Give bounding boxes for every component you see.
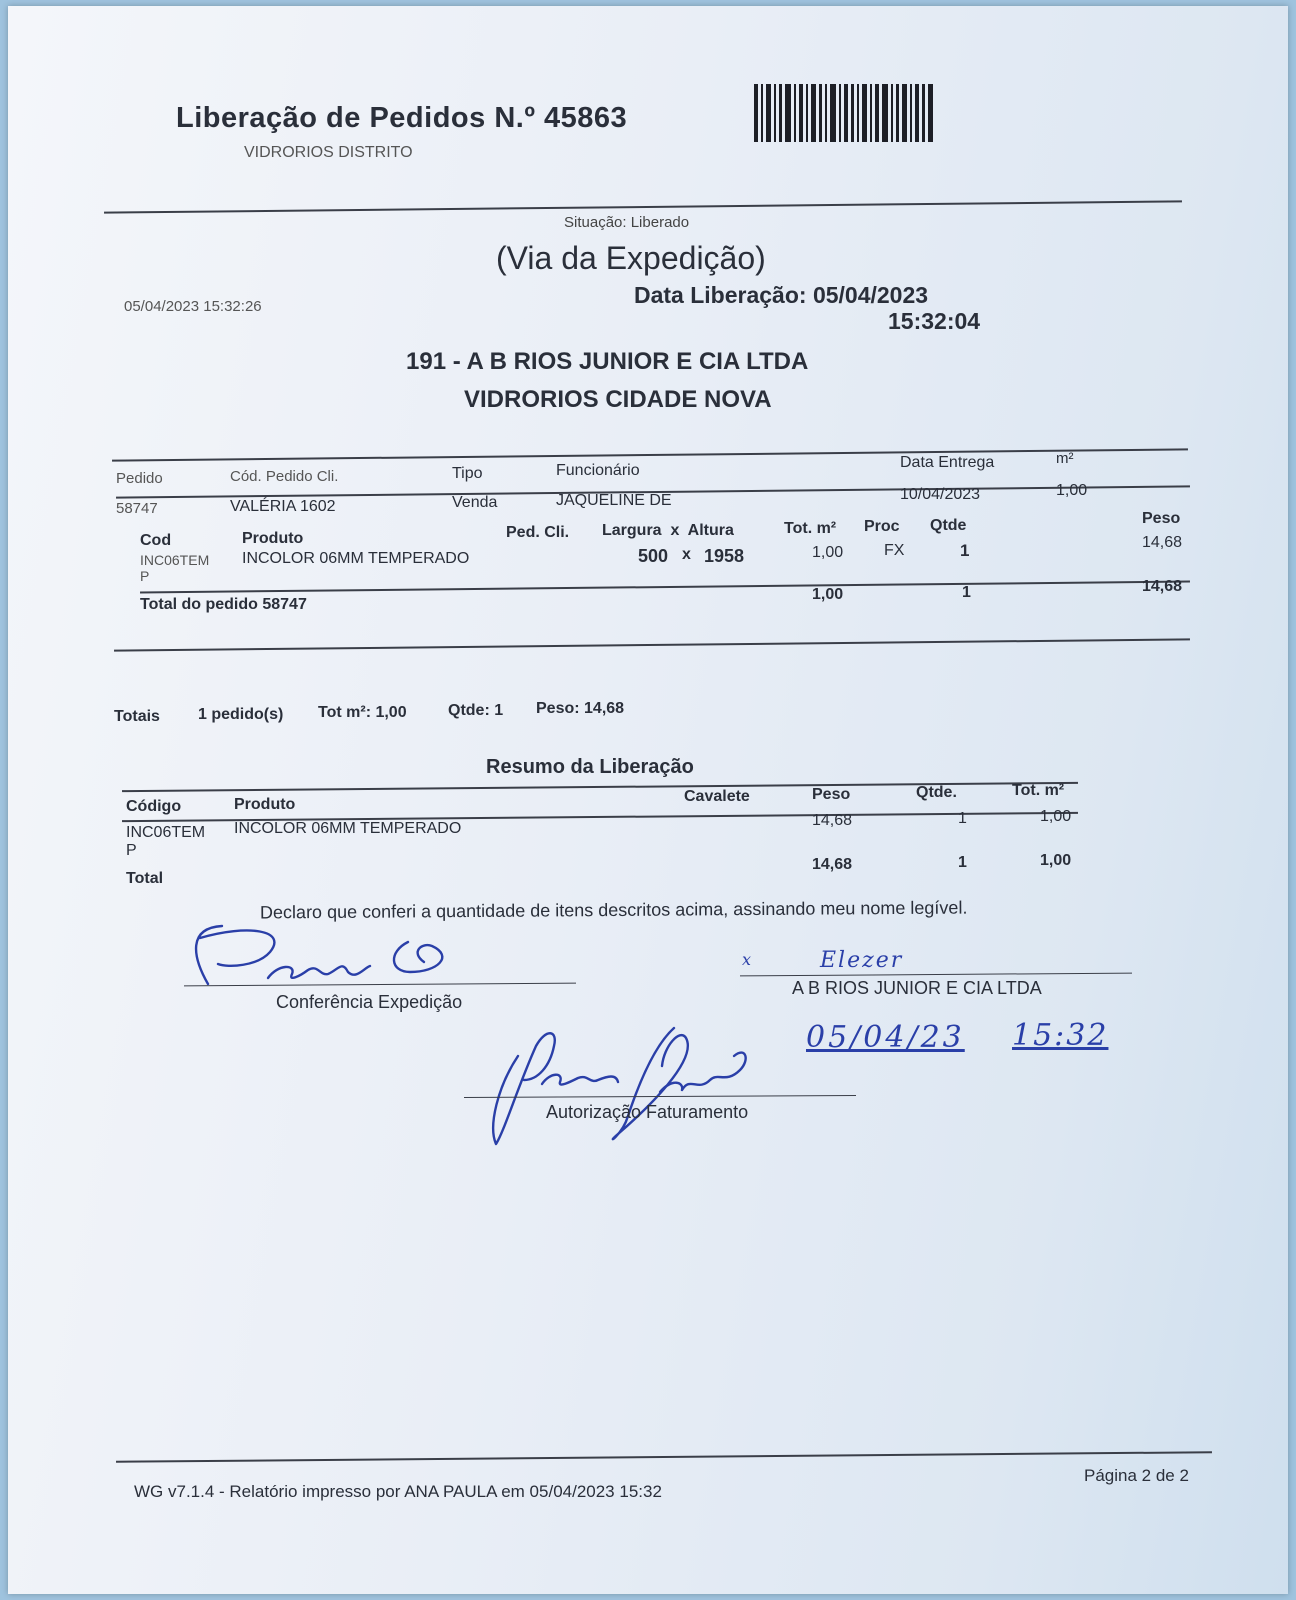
print-timestamp: 05/04/2023 15:32:26 [124, 298, 262, 315]
via-label: (Via da Expedição) [496, 240, 766, 276]
item-cod-line1: INC06TEM [140, 552, 210, 568]
totais-pedidos: 1 pedido(s) [198, 706, 284, 723]
cell-m2: 1,00 [1056, 482, 1088, 499]
col-header-pedido: Pedido [116, 470, 163, 487]
item-header-cod: Cod [140, 532, 172, 549]
item-header-tot-m2: Tot. m² [784, 520, 837, 537]
resumo-header-qtde: Qtde. [916, 784, 957, 801]
resumo-total-qtde: 1 [958, 854, 967, 871]
resumo-tot-m2: 1,00 [1040, 808, 1072, 825]
client-name: 191 - A B RIOS JUNIOR E CIA LTDA [406, 348, 809, 375]
cell-data-entrega: 10/04/2023 [900, 486, 981, 503]
resumo-header-codigo: Código [126, 798, 182, 815]
item-x: x [682, 546, 691, 563]
item-peso: 14,68 [1142, 534, 1183, 551]
item-cod-line2: P [140, 568, 150, 584]
footer-rule [116, 1451, 1212, 1463]
col-header-cod-pedido-cli: Cód. Pedido Cli. [230, 468, 339, 485]
item-header-largura-altura: Largura x Altura [602, 522, 734, 539]
sig-line-cliente [740, 973, 1132, 977]
item-proc: FX [884, 542, 905, 559]
table-top-rule [112, 448, 1188, 461]
document-page [8, 6, 1288, 1594]
item-produto: INCOLOR 06MM TEMPERADO [242, 550, 470, 567]
resumo-total-tot-m2: 1,00 [1040, 852, 1072, 869]
table-bottom-rule [114, 638, 1190, 651]
client-mark: x [742, 950, 752, 969]
item-largura: 500 [638, 546, 669, 566]
situacao-label: Situação: Liberado [564, 214, 690, 231]
item-header-produto: Produto [242, 530, 304, 547]
document-title: Liberação de Pedidos N.º 45863 [176, 102, 628, 134]
total-pedido-peso: 14,68 [1142, 578, 1183, 595]
resumo-cod-line2: P [126, 842, 137, 859]
item-header-peso: Peso [1142, 510, 1181, 527]
cell-tipo: Venda [452, 494, 498, 511]
resumo-cod-line1: INC06TEM [126, 824, 206, 841]
total-pedido-label: Total do pedido 58747 [140, 596, 307, 613]
total-pedido-tot-m2: 1,00 [812, 586, 844, 603]
totais-qtde: Qtde: 1 [448, 702, 504, 719]
cell-cod-pedido-cli: VALÉRIA 1602 [230, 498, 336, 515]
totais-label: Totais [114, 708, 160, 725]
barcode [754, 84, 946, 142]
resumo-total-label: Total [126, 870, 164, 887]
handwritten-date: 05/04/23 [806, 1020, 965, 1055]
item-tot-m2: 1,00 [812, 544, 844, 561]
footer-printed-by: WG v7.1.4 - Relatório impresso por ANA PAULA em 05/04/2023 15:32 [134, 1482, 662, 1501]
col-header-data-entrega: Data Entrega [900, 454, 995, 471]
signature-autorizacao [478, 1016, 778, 1156]
handwritten-time: 15:32 [1012, 1018, 1109, 1053]
item-header-proc: Proc [864, 518, 900, 535]
resumo-qtde: 1 [958, 810, 967, 827]
item-rule [140, 581, 1190, 594]
resumo-header-produto: Produto [234, 796, 296, 813]
company-subtitle: VIDRORIOS DISTRITO [244, 144, 413, 161]
resumo-title: Resumo da Liberação [486, 756, 694, 778]
header-divider [104, 200, 1182, 213]
data-liberacao: Data Liberação: 05/04/2023 [634, 282, 929, 308]
item-header-ped-cli: Ped. Cli. [506, 524, 570, 541]
footer-page-number: Página 2 de 2 [1084, 1466, 1189, 1485]
cell-pedido: 58747 [116, 500, 158, 517]
hora-liberacao: 15:32:04 [888, 308, 981, 334]
item-qtde: 1 [960, 541, 970, 560]
totais-tot-m2: Tot m²: 1,00 [318, 704, 407, 721]
item-altura: 1958 [704, 546, 745, 566]
col-header-m2: m² [1056, 450, 1074, 467]
totais-peso: Peso: 14,68 [536, 700, 625, 717]
col-header-funcionario: Funcionário [556, 462, 640, 479]
resumo-header-tot-m2: Tot. m² [1012, 782, 1065, 799]
resumo-header-peso: Peso [812, 786, 851, 803]
resumo-produto: INCOLOR 06MM TEMPERADO [234, 820, 462, 837]
resumo-peso: 14,68 [812, 812, 853, 829]
client-signature: Elezer [820, 948, 904, 973]
store-name: VIDRORIOS CIDADE NOVA [464, 386, 772, 413]
label-conferencia-expedicao: Conferência Expedição [276, 992, 463, 1012]
label-cliente: A B RIOS JUNIOR E CIA LTDA [792, 978, 1042, 998]
cell-funcionario: JAQUELINE DE [556, 492, 672, 509]
total-pedido-qtde: 1 [962, 584, 971, 601]
resumo-header-cavalete: Cavalete [684, 788, 750, 805]
resumo-total-peso: 14,68 [812, 856, 853, 873]
declaration-text: Declaro que conferi a quantidade de itens descritos acima, assinando meu nome legível. [259, 897, 968, 923]
label-autorizacao-faturamento: Autorização Faturamento [546, 1102, 749, 1122]
item-header-qtde: Qtde [930, 517, 967, 534]
col-header-tipo: Tipo [452, 465, 483, 482]
